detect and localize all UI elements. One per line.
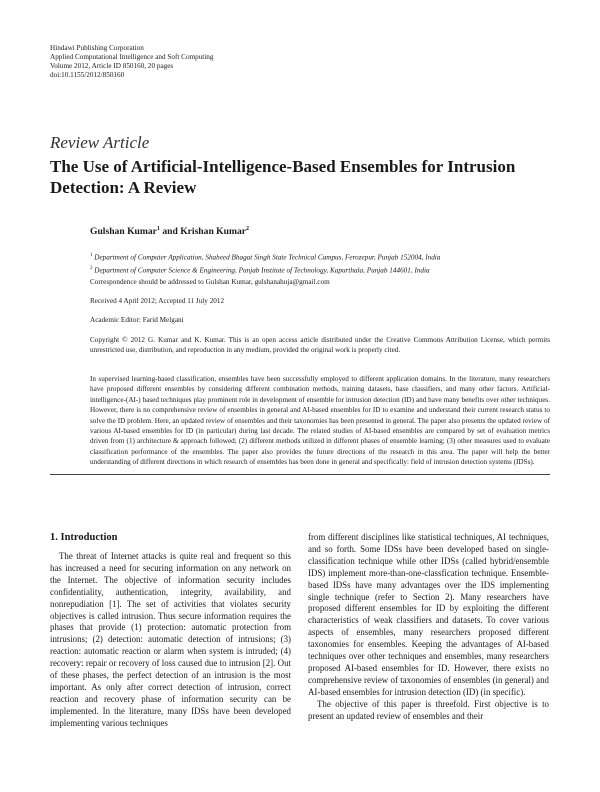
- journal-line: Applied Computational Intelligence and Soft Computing: [50, 53, 214, 61]
- left-column: [50, 551, 291, 730]
- section-heading-introduction: 1. Introduction: [50, 532, 118, 543]
- affiliation-2-text: Department of Computer Science & Engineering, Punjab Institute of Technology, Kapurthala, Punjab 144601, India: [94, 266, 430, 275]
- publisher-line: Hindawi Publishing Corporation: [50, 44, 144, 52]
- affiliation-1-text: Department of Computer Application, Shaheed Bhagat Singh State Technical Campus, Ferozepur, Punjab 152004, India: [94, 253, 441, 262]
- intro-paragraph-2: The objective of this paper is threefold. First objective is to present an updated review of ensembles and their: [308, 698, 549, 721]
- received-dates: Received 4 April 2012; Accepted 11 July 2012: [90, 297, 225, 305]
- author-1-sup: 1: [156, 226, 160, 232]
- affiliation-1: [90, 250, 560, 263]
- author-2-sup: 2: [246, 226, 250, 232]
- intro-paragraph-1: The threat of Internet attacks is quite real and frequent so this has increased a need for securing information on any network on the Internet. The objective of information security includes confidentiality, authentication, integrity, availability, and nonrepudiation [1]. The set of activities that violates security objectives is called intrusion. Thus secure information requires the phases that provide (1) protection: automatic protection from intrusions; (2) detection: automatic detection of intrusions; (3) reaction: automatic reaction or alarm when system is intruded; (4) recovery: repair or recovery of loss caused due to intrusion [2]. Out of these phases, the perfect detection of an intrusion is the most important. As only after correct detection of intrusion, correct reaction and recovery phase of information security can be implemented. In the literature, many IDSs have been developed implementing various techniques: [50, 551, 291, 728]
- author-list: [90, 226, 249, 237]
- article-title: The Use of Artificial-Intelligence-Based Ensembles for Intrusion Detection: A Review: [50, 157, 516, 197]
- author-2: Krishan Kumar: [180, 226, 247, 238]
- publisher-header: [50, 44, 214, 80]
- affiliation-1-sup: 1: [90, 253, 93, 258]
- correspondence: Correspondence should be addressed to Gulshan Kumar, gulshanahuja@gmail.com: [90, 278, 330, 286]
- affiliations: [90, 250, 560, 277]
- volume-line: Volume 2012, Article ID 850160, 20 pages: [50, 62, 174, 70]
- author-1: Gulshan Kumar: [90, 226, 157, 238]
- article-type: Review Article: [50, 133, 150, 152]
- author-joiner: and: [159, 226, 181, 238]
- abstract: In supervised learning-based classification, ensembles have been successfully employed to different application domains. In the literature, many researchers have proposed different ensembles by considering different combination methods, training datasets, base classifiers, and many other factors. Artificial-intelligence-(AI-) based techniques play prominent role in development of ensemble for intrusion detection (ID) and have many benefits over other techniques. However, there is no comprehensive review of ensembles in general and AI-based ensembles for ID to examine and understand their current research status to solve the ID problem. Here, an updated review of ensembles and their taxonomies has been presented in general. The paper also presents the updated review of various AI-based ensembles for ID (in particular) during last decade. The related studies of AI-based ensembles are compared by set of evaluation metrics driven from (1) architecture & approach followed; (2) different methods utilized in different phases of ensemble learning; (3) other measures used to evaluate classification performance of the ensembles. The paper also provides the future directions of the research in this area. The paper will help the better understanding of different directions in which research of ensembles has been done in general and specifically: field of intrusion detection systems (IDSs).: [90, 375, 550, 467]
- intro-paragraph-1-continued: from different disciplines like statistical techniques, AI techniques, and so forth. Some IDSs have been developed based on single-classification technique while other IDSs (called hybrid/ensemble IDS) implement more-than-one-classfication technique. Ensemble-based IDSs have many advantages over the IDS implementing single technique (refer to Section 2). Many researchers have proposed different ensembles for ID by exploiting the different characteristics of weak classifiers and datasets. To cover various aspects of ensembles, many researchers proposed different taxonomies for ensembles. Keeping the advantages of AI-based techniques over other techniques and ensembles, many researchers proposed AI-based ensembles for ID. However, there exists no comprehensive review of taxonomies of ensembles (in general) and AI-based ensembles for intrusion detection (ID) (in specific).: [308, 532, 549, 697]
- affiliation-2-sup: 2: [90, 266, 93, 272]
- header-rule: [50, 474, 550, 475]
- right-column: [308, 532, 549, 723]
- academic-editor: Academic Editor: Farid Melgani: [90, 316, 184, 324]
- affiliation-2: [90, 263, 560, 276]
- copyright-notice: Copyright © 2012 G. Kumar and K. Kumar. This is an open access article distributed under the Creative Commons Attribution License, which permits unrestricted use, distribution, and reproduction in any medium, provided the original work is properly cited.: [90, 336, 550, 355]
- doi-line: doi:10.1155/2012/850160: [50, 71, 125, 79]
